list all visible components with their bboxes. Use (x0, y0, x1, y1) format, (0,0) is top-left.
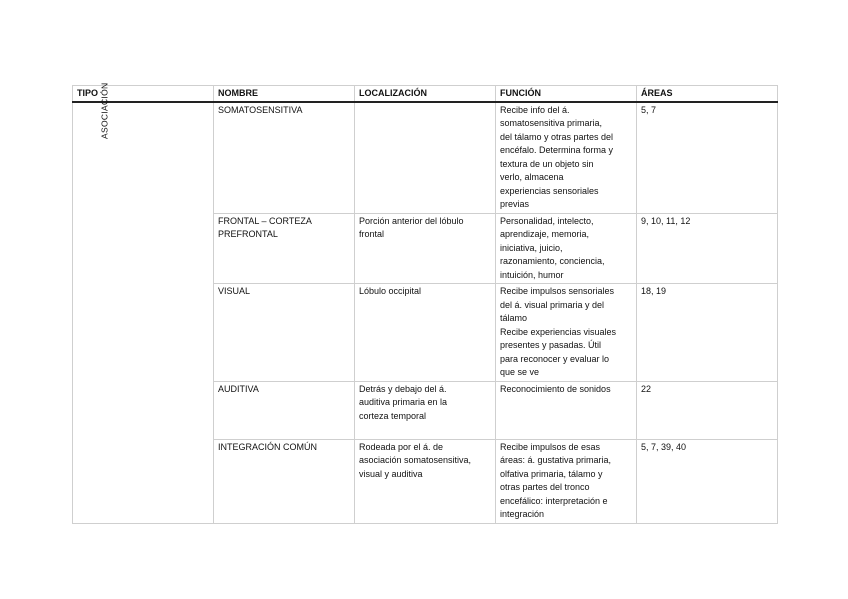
areas-cell: 9, 10, 11, 12 (637, 213, 778, 284)
funcion-cell: Recibe impulsos sensoriales del á. visual primaria y del tálamo Recibe experiencias visuales presentes y pasadas. Útil para reconocer y evaluar lo que se ve (496, 284, 637, 382)
localizacion-cell: Lóbulo occipital (355, 284, 496, 382)
areas-cell: 5, 7, 39, 40 (637, 439, 778, 523)
localizacion-cell: Porción anterior del lóbulo frontal (355, 213, 496, 284)
header-funcion: FUNCIÓN (496, 86, 637, 102)
funcion-cell: Recibe impulsos de esas áreas: á. gustativa primaria, olfativa primaria, tálamo y otras partes del tronco encefálico: interpretación e integración (496, 439, 637, 523)
funcion-cell: Recibe info del á. somatosensitiva primaria, del tálamo y otras partes del encéfalo. Determina forma y textura de un objeto sin verlo, almacena experiencias sensoriales previas (496, 102, 637, 214)
brain-areas-table (72, 82, 778, 524)
funcion-cell: Reconocimiento de sonidos (496, 381, 637, 439)
localizacion-cell: Detrás y debajo del á. auditiva primaria en la corteza temporal (355, 381, 496, 439)
localizacion-cell: Rodeada por el á. de asociación somatosensitiva, visual y auditiva (355, 439, 496, 523)
header-localizacion: LOCALIZACIÓN (355, 86, 496, 102)
funcion-cell: Personalidad, intelecto, aprendizaje, memoria, iniciativa, juicio, razonamiento, conciencia, intuición, humor (496, 213, 637, 284)
tipo-value: ASOCIACIÓN (99, 82, 110, 139)
table-row (73, 102, 778, 214)
nombre-cell: INTEGRACIÓN COMÚN (214, 439, 355, 523)
areas-cell: 22 (637, 381, 778, 439)
areas-cell: 18, 19 (637, 284, 778, 382)
nombre-cell: SOMATOSENSITIVA (214, 102, 355, 214)
localizacion-cell (355, 102, 496, 214)
nombre-cell: VISUAL (214, 284, 355, 382)
header-areas: ÁREAS (637, 86, 778, 102)
header-row (73, 86, 778, 102)
areas-cell: 5, 7 (637, 102, 778, 214)
nombre-cell: AUDITIVA (214, 381, 355, 439)
nombre-cell: FRONTAL – CORTEZA PREFRONTAL (214, 213, 355, 284)
header-tipo: TIPO (73, 86, 214, 102)
header-nombre: NOMBRE (214, 86, 355, 102)
